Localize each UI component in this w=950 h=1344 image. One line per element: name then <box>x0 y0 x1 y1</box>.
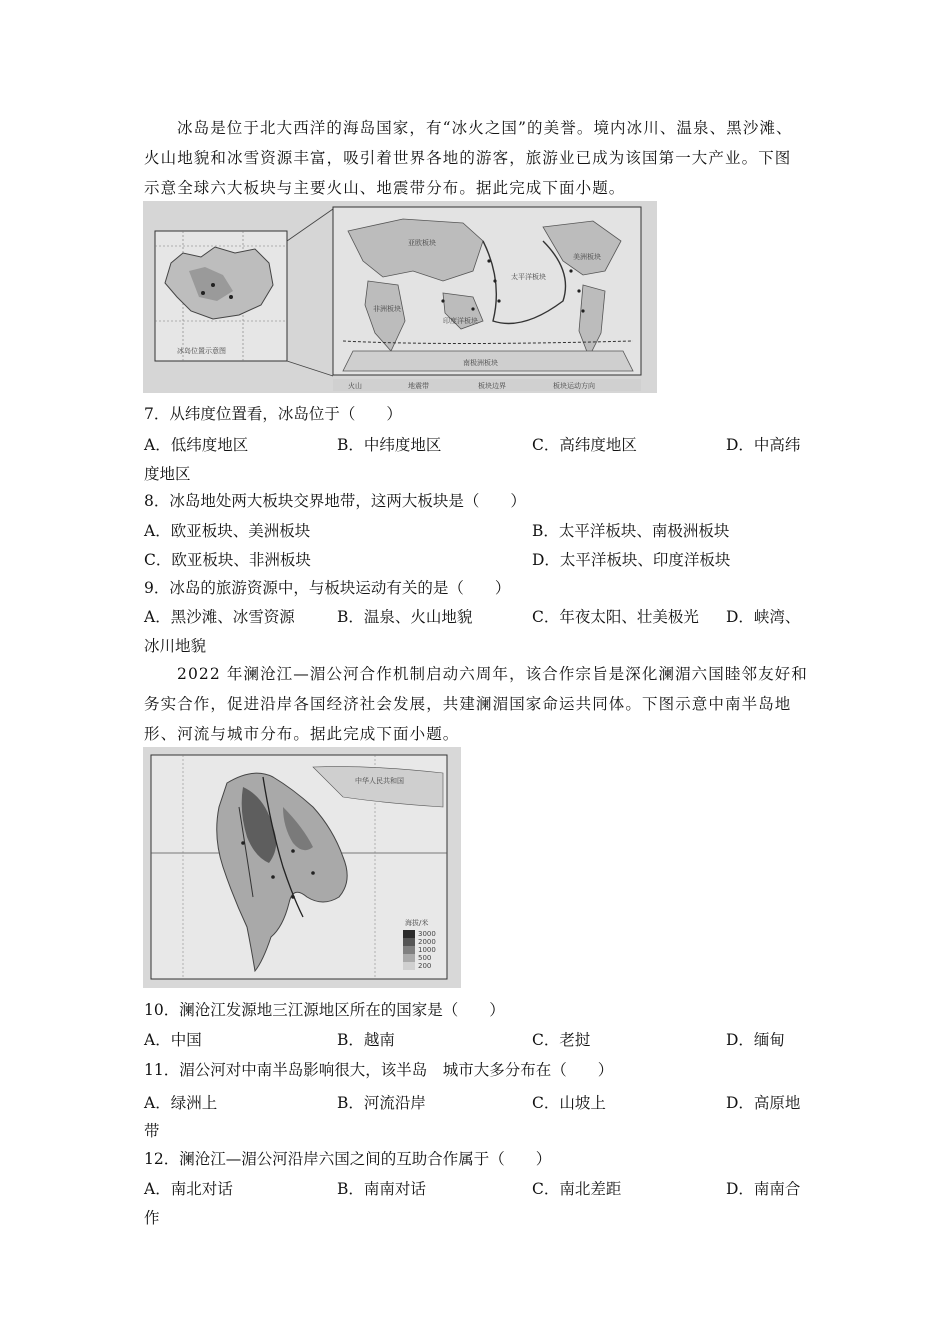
question-7-stem: 7．从纬度位置看，冰岛位于（ ） <box>144 405 402 423</box>
question-9-stem: 9．冰岛的旅游资源中，与板块运动有关的是（ ） <box>144 579 511 597</box>
q7-option-d[interactable]: D．中高纬 <box>726 436 801 454</box>
legend-plate-movement: 板块运动方向 <box>553 382 595 390</box>
question-12-stem: 12．澜沧江—湄公河沿岸六国之间的互助合作属于（ ） <box>144 1150 552 1168</box>
legend-value-5: 200 <box>418 962 432 970</box>
passage-1-line-3: 示意全球六大板块与主要火山、地震带分布。据此完成下面小题。 <box>144 179 626 197</box>
plate-label-eurasian: 亚欧板块 <box>408 239 436 247</box>
q7-option-a[interactable]: A．低纬度地区 <box>144 436 249 454</box>
legend-title: 海拔/米 <box>405 919 429 927</box>
legend-volcano: 火山 <box>348 382 362 390</box>
q8-option-d[interactable]: D．太平洋板块、印度洋板块 <box>532 551 731 569</box>
legend-value-1: 3000 <box>418 930 436 938</box>
passage-1-line-1: 冰岛是位于北大西洋的海岛国家，有“冰火之国”的美誉。境内冰川、温泉、黑沙滩、 <box>177 119 793 137</box>
figure-2-country-label: 中华人民共和国 <box>355 777 404 785</box>
q9-option-b[interactable]: B．温泉、火山地貌 <box>337 608 473 626</box>
q11-option-d-wrap: 带 <box>144 1122 160 1140</box>
figure-1-plate-map <box>143 201 657 393</box>
q9-option-c[interactable]: C．年夜太阳、壮美极光 <box>532 608 699 626</box>
q10-option-b[interactable]: B．越南 <box>337 1031 395 1049</box>
q10-option-d[interactable]: D．缅甸 <box>726 1031 785 1049</box>
q7-option-d-wrap: 度地区 <box>144 465 191 483</box>
q10-option-c[interactable]: C．老挝 <box>532 1031 591 1049</box>
legend-value-2: 2000 <box>418 938 436 946</box>
plate-label-antarctic: 南极洲板块 <box>463 359 498 367</box>
q11-option-b[interactable]: B．河流沿岸 <box>337 1094 426 1112</box>
q12-option-b[interactable]: B．南南对话 <box>337 1180 426 1198</box>
legend-value-3: 1000 <box>418 946 436 954</box>
q11-option-a[interactable]: A．绿洲上 <box>144 1094 218 1112</box>
question-10-stem: 10．澜沧江发源地三江源地区所在的国家是（ ） <box>144 1001 505 1019</box>
q11-option-c[interactable]: C．山坡上 <box>532 1094 606 1112</box>
q8-option-b[interactable]: B．太平洋板块、南极洲板块 <box>532 522 730 540</box>
q10-option-a[interactable]: A．中国 <box>144 1031 202 1049</box>
q7-option-b[interactable]: B．中纬度地区 <box>337 436 442 454</box>
question-8-stem: 8．冰岛地处两大板块交界地带，这两大板块是（ ） <box>144 492 526 510</box>
q11-option-d[interactable]: D．高原地 <box>726 1094 801 1112</box>
question-11-stem: 11．湄公河对中南半岛影响很大，该半岛 城市大多分布在（ ） <box>144 1061 614 1079</box>
figure-2-indochina-map <box>143 747 461 988</box>
passage-2-line-3: 形、河流与城市分布。据此完成下面小题。 <box>144 725 460 743</box>
legend-value-4: 500 <box>418 954 432 962</box>
passage-1-line-2: 火山地貌和冰雪资源丰富，吸引着世界各地的游客，旅游业已成为该国第一大产业。下图 <box>144 149 792 167</box>
q12-option-a[interactable]: A．南北对话 <box>144 1180 233 1198</box>
passage-2 <box>144 659 808 749</box>
figure-1-inset-caption: 冰岛位置示意图 <box>177 347 226 355</box>
q7-option-c[interactable]: C．高纬度地区 <box>532 436 637 454</box>
passage-1 <box>144 113 808 203</box>
q9-option-d[interactable]: D．峡湾、 <box>726 608 801 626</box>
legend-seismic-belt: 地震带 <box>408 382 429 390</box>
plate-label-african: 非洲板块 <box>373 305 401 313</box>
q9-option-d-wrap: 冰川地貌 <box>144 637 207 655</box>
passage-2-line-2: 务实合作，促进沿岸各国经济社会发展，共建澜湄国家命运共同体。下图示意中南半岛地 <box>144 695 792 713</box>
plate-label-pacific: 太平洋板块 <box>511 273 546 281</box>
plate-label-indian: 印度洋板块 <box>443 317 478 325</box>
q12-option-d[interactable]: D．南南合 <box>726 1180 801 1198</box>
q8-option-c[interactable]: C．欧亚板块、非洲板块 <box>144 551 311 569</box>
q12-option-c[interactable]: C．南北差距 <box>532 1180 622 1198</box>
plate-label-american: 美洲板块 <box>573 253 601 261</box>
q9-option-a[interactable]: A．黑沙滩、冰雪资源 <box>144 608 295 626</box>
q8-option-a[interactable]: A．欧亚板块、美洲板块 <box>144 522 311 540</box>
passage-2-line-1: 2022 年澜沧江—湄公河合作机制启动六周年，该合作宗旨是深化澜湄六国睦邻友好和 <box>177 665 808 683</box>
q12-option-d-wrap: 作 <box>144 1209 160 1227</box>
legend-plate-boundary: 板块边界 <box>478 382 506 390</box>
